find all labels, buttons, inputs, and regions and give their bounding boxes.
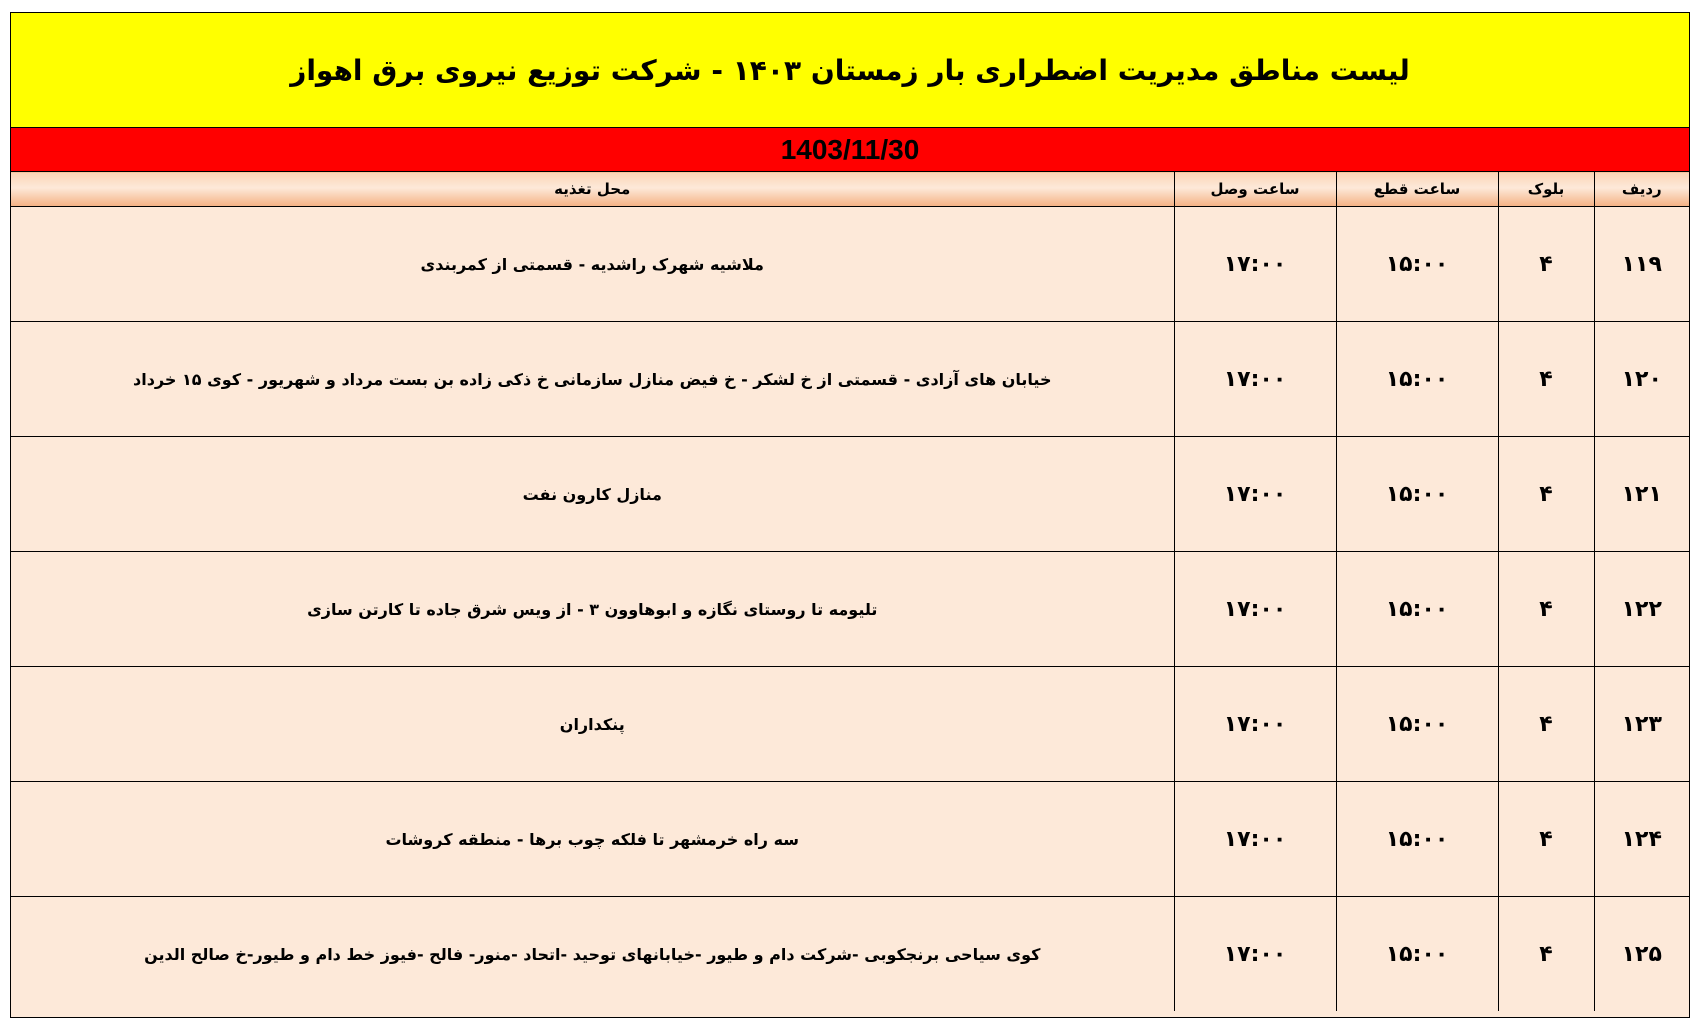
cell-radif: ۱۲۰ — [1594, 322, 1689, 437]
cell-cut-time: ۱۵:۰۰ — [1336, 667, 1498, 782]
cell-radif: ۱۱۹ — [1594, 207, 1689, 322]
cell-radif: ۱۲۵ — [1594, 897, 1689, 1012]
header-area: محل تغذیه — [11, 172, 1174, 207]
cell-cut-time: ۱۵:۰۰ — [1336, 437, 1498, 552]
cell-radif: ۱۲۱ — [1594, 437, 1689, 552]
schedule-date: 1403/11/30 — [11, 127, 1689, 171]
outage-table — [11, 171, 1689, 1011]
cell-area: ملاشیه شهرک راشدیه - قسمتی از کمربندی — [11, 207, 1174, 322]
header-connect-time: ساعت وصل — [1174, 172, 1336, 207]
table-row — [11, 322, 1689, 437]
cell-block: ۴ — [1498, 437, 1594, 552]
page-title: لیست مناطق مدیریت اضطراری بار زمستان ۱۴۰۳ - شرکت توزیع نیروی برق اهواز — [11, 13, 1689, 127]
header-cut-time: ساعت قطع — [1336, 172, 1498, 207]
cell-radif: ۱۲۳ — [1594, 667, 1689, 782]
table-row — [11, 667, 1689, 782]
cell-area: پنکداران — [11, 667, 1174, 782]
cell-connect-time: ۱۷:۰۰ — [1174, 552, 1336, 667]
table-header-row — [11, 172, 1689, 207]
cell-block: ۴ — [1498, 667, 1594, 782]
cell-block: ۴ — [1498, 552, 1594, 667]
cell-block: ۴ — [1498, 897, 1594, 1012]
outage-schedule-sheet — [10, 12, 1690, 1018]
cell-connect-time: ۱۷:۰۰ — [1174, 437, 1336, 552]
cell-cut-time: ۱۵:۰۰ — [1336, 782, 1498, 897]
cell-connect-time: ۱۷:۰۰ — [1174, 207, 1336, 322]
cell-block: ۴ — [1498, 207, 1594, 322]
cell-connect-time: ۱۷:۰۰ — [1174, 322, 1336, 437]
cell-block: ۴ — [1498, 322, 1594, 437]
table-row — [11, 552, 1689, 667]
table-row — [11, 782, 1689, 897]
cell-block: ۴ — [1498, 782, 1594, 897]
header-radif: ردیف — [1594, 172, 1689, 207]
header-block: بلوک — [1498, 172, 1594, 207]
cell-area: خیابان های آزادی - قسمتی از خ لشکر - خ فیض منازل سازمانی خ ذکی زاده بن بست مرداد و شهریور - کوی ۱۵ خرداد — [11, 322, 1174, 437]
cell-cut-time: ۱۵:۰۰ — [1336, 322, 1498, 437]
cell-cut-time: ۱۵:۰۰ — [1336, 207, 1498, 322]
table-row — [11, 207, 1689, 322]
cell-area: کوی سیاحی برنجکوبی -شرکت دام و طیور -خیابانهای توحید -اتحاد -منور- فالح -فیوز خط دام و طیور-خ صالح الدین — [11, 897, 1174, 1012]
cell-area: منازل کارون نفت — [11, 437, 1174, 552]
table-row — [11, 437, 1689, 552]
cell-radif: ۱۲۲ — [1594, 552, 1689, 667]
cell-connect-time: ۱۷:۰۰ — [1174, 897, 1336, 1012]
table-row — [11, 897, 1689, 1012]
cell-cut-time: ۱۵:۰۰ — [1336, 552, 1498, 667]
cell-cut-time: ۱۵:۰۰ — [1336, 897, 1498, 1012]
cell-connect-time: ۱۷:۰۰ — [1174, 667, 1336, 782]
cell-connect-time: ۱۷:۰۰ — [1174, 782, 1336, 897]
cell-area: تلیومه تا روستای نگازه و ابوهاوون ۳ - از ویس شرق جاده تا کارتن سازی — [11, 552, 1174, 667]
cell-radif: ۱۲۴ — [1594, 782, 1689, 897]
cell-area: سه راه خرمشهر تا فلکه چوب برها - منطقه کروشات — [11, 782, 1174, 897]
